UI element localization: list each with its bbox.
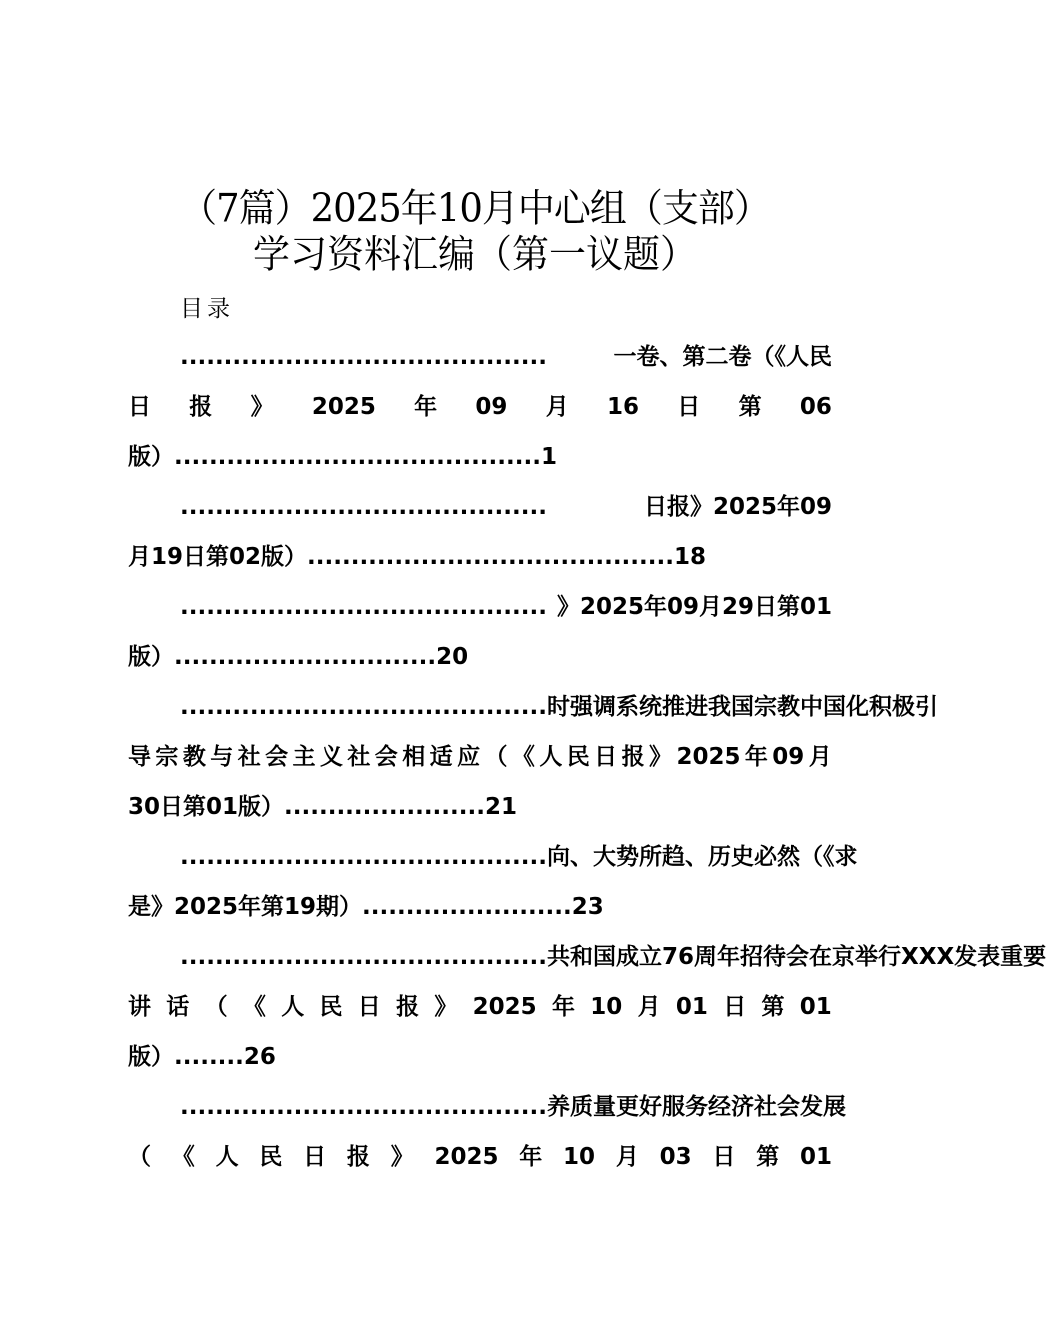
text-token: 适 [429, 744, 453, 770]
text-token: 话 [166, 994, 190, 1020]
text-token: 民 [259, 1144, 283, 1170]
text-token: 日 [712, 1144, 736, 1170]
text-token: 年 [414, 394, 438, 420]
text-token: 09 [772, 744, 805, 770]
text-token: 第 [738, 394, 762, 420]
document-title-line2: 学习资料汇编（第一议题） [253, 231, 697, 278]
toc-entry-tail-line [128, 1032, 832, 1082]
text-token: （ [204, 994, 228, 1020]
text-token: 月 [808, 744, 832, 770]
leader-dots: .......................................... [180, 494, 547, 520]
text-token: 年 [551, 994, 575, 1020]
toc-entry-tail-line [128, 432, 832, 482]
text-token: 人 [539, 744, 563, 770]
toc-entry-lead-line [128, 832, 858, 882]
leader-dots: .......................................... [180, 1094, 547, 1120]
text-token: 10 [590, 994, 623, 1020]
toc-entry[interactable] [128, 932, 1046, 1082]
toc-entry-title-end: 30日第01版） [128, 794, 285, 820]
text-token: 月 [637, 994, 661, 1020]
text-token: 应 [457, 744, 481, 770]
text-token: 报 [189, 394, 213, 420]
text-token: 》 [250, 394, 274, 420]
text-token: 讲 [128, 994, 151, 1020]
text-token: 年 [519, 1144, 543, 1170]
leader-dots: .......................................... [174, 444, 541, 470]
leader-dots: ....................... [284, 794, 485, 820]
text-token: 01 [675, 994, 708, 1020]
text-token: 09 [475, 394, 508, 420]
text-token: 宗 [155, 744, 179, 770]
text-token: 日 [723, 994, 747, 1020]
leader-dots: .......................................... [180, 344, 547, 370]
text-token: 会 [265, 744, 289, 770]
text-token: 第 [761, 994, 785, 1020]
text-token: （ [128, 1144, 151, 1170]
text-token: 2025 [676, 744, 741, 770]
text-token: 》 [390, 1144, 414, 1170]
toc-entry-title-start: 一卷、第二卷（《人民 [613, 344, 832, 370]
text-token: 教 [182, 744, 206, 770]
text-token: 》 [649, 744, 673, 770]
text-token: 年 [744, 744, 768, 770]
leader-dots: .......................................... [180, 944, 547, 970]
toc-entry-lead-line [128, 932, 1046, 982]
text-token: 日 [128, 394, 151, 420]
toc-entry-justified-line [128, 732, 832, 782]
toc-entry-title-end: 版） [128, 1044, 174, 1070]
toc-entry[interactable] [128, 582, 832, 682]
toc-entry-lead-line [128, 482, 832, 532]
text-token: 人 [215, 1144, 239, 1170]
text-token: 义 [319, 744, 343, 770]
toc-entry-title-start: 共和国成立76周年招待会在京举行XXX发表重要 [546, 944, 1046, 970]
toc-heading: 目录 [180, 296, 234, 322]
toc-entry-tail-line [128, 782, 832, 832]
page-number: 21 [484, 794, 517, 820]
leader-dots: .......................................... [180, 594, 547, 620]
toc-entry[interactable] [128, 1082, 846, 1182]
text-token: 《 [242, 994, 266, 1020]
leader-dots: .......................................... [180, 844, 547, 870]
toc-entry-lead-line [128, 582, 832, 632]
toc-entry-title-start: 日报》2025年09 [643, 494, 832, 520]
text-token: 社 [237, 744, 261, 770]
page-number: 18 [673, 544, 706, 570]
text-token: 10 [563, 1144, 596, 1170]
toc-entry-justified-line [128, 1132, 832, 1182]
toc-entry-lead-line [128, 1082, 846, 1132]
toc-entry-justified-line [128, 382, 832, 432]
toc-entry[interactable] [128, 332, 832, 482]
text-token: 《 [511, 744, 535, 770]
text-token: 人 [281, 994, 305, 1020]
page-number: 23 [571, 894, 604, 920]
text-token: 月 [615, 1144, 639, 1170]
leader-dots: .............................. [174, 644, 437, 670]
text-token: 2025 [434, 1144, 499, 1170]
toc-entry-title-start: 》2025年09月29日第01 [556, 594, 832, 620]
page-number: 20 [436, 644, 469, 670]
text-token: 报 [621, 744, 645, 770]
leader-dots: .......................................... [307, 544, 674, 570]
text-token: 2025 [311, 394, 376, 420]
text-token: 导 [128, 744, 151, 770]
text-token: 16 [607, 394, 640, 420]
toc-entry[interactable] [128, 832, 858, 932]
text-token: 06 [799, 394, 832, 420]
toc-entry-title-end: 版） [128, 644, 174, 670]
toc-entry-title-end: 是》2025年第19期） [128, 894, 363, 920]
text-token: 日 [594, 744, 618, 770]
text-token: 民 [566, 744, 590, 770]
text-token: 2025 [472, 994, 537, 1020]
text-token: 报 [346, 1144, 370, 1170]
toc-entry-tail-line [128, 532, 832, 582]
toc-entry-lead-line [128, 332, 832, 382]
text-token: 日 [303, 1144, 327, 1170]
text-token: 日 [357, 994, 381, 1020]
toc-entry[interactable] [128, 482, 832, 582]
table-of-contents [128, 332, 1046, 1182]
toc-entry-title-start: 向、大势所趋、历史必然（《求 [546, 844, 858, 870]
text-token: 月 [545, 394, 569, 420]
document-title-line1: （7篇）2025年10月中心组（支部） [180, 185, 770, 232]
text-token: 会 [374, 744, 398, 770]
text-token: 01 [799, 1144, 832, 1170]
toc-entry[interactable] [128, 682, 938, 832]
toc-entry-justified-line [128, 982, 832, 1032]
text-token: 与 [210, 744, 234, 770]
text-token: 01 [799, 994, 832, 1020]
text-token: 》 [434, 994, 458, 1020]
leader-dots: ........ [174, 1044, 244, 1070]
text-token: 第 [756, 1144, 780, 1170]
leader-dots: .......................................... [180, 694, 547, 720]
page-number: 26 [243, 1044, 276, 1070]
toc-entry-lead-line [128, 682, 938, 732]
text-token: 日 [677, 394, 701, 420]
toc-entry-title-start: 时强调系统推进我国宗教中国化积极引 [546, 694, 938, 720]
text-token: 社 [347, 744, 371, 770]
text-token: 报 [396, 994, 420, 1020]
text-token: 《 [171, 1144, 195, 1170]
toc-entry-title-end: 月19日第02版） [128, 544, 308, 570]
page-number: 1 [540, 444, 557, 470]
text-token: 主 [292, 744, 316, 770]
text-token: 相 [402, 744, 426, 770]
toc-entry-tail-line [128, 632, 832, 682]
text-token: （ [484, 744, 508, 770]
toc-entry-tail-line [128, 882, 832, 932]
leader-dots: ........................ [362, 894, 572, 920]
toc-entry-title-start: 养质量更好服务经济社会发展 [546, 1094, 846, 1120]
toc-entry-title-end: 版） [128, 444, 174, 470]
text-token: 03 [659, 1144, 692, 1170]
text-token: 民 [319, 994, 343, 1020]
